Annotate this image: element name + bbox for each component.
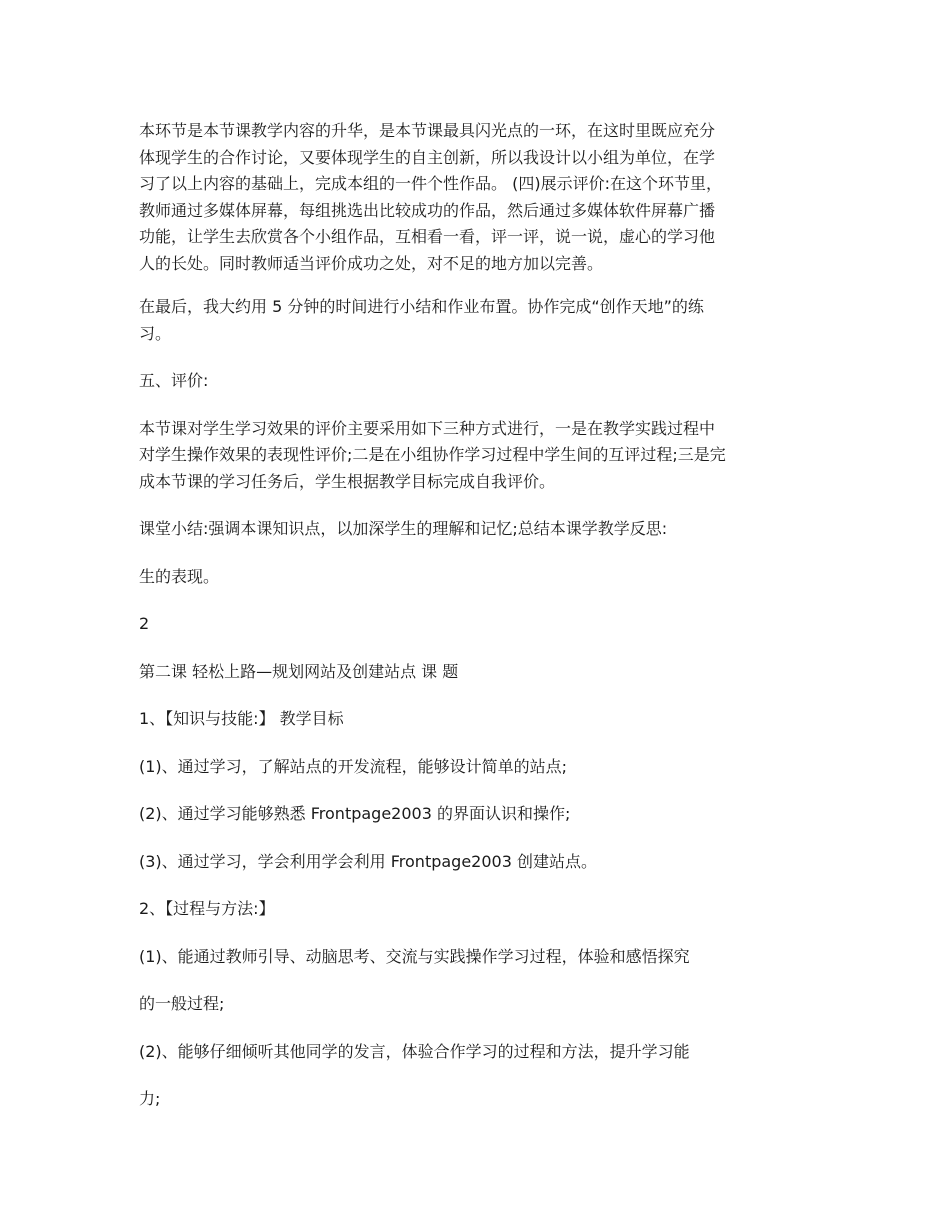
objective-item-3 [139,849,819,876]
paragraph-class-summary [139,516,819,543]
text-line: 五、评价: [139,371,209,390]
document-page [139,118,819,1113]
text-line: 第二课 轻松上路—规划网站及创建站点 课 题 [139,661,459,681]
objective-process-methods [139,896,819,923]
text-line: 课堂小结:强调本课知识点，以加深学生的理解和记忆;总结本课学教学反思: [139,519,668,538]
process-item-1 [139,944,819,971]
text-line: 成本节课的学习任务后，学生根据教学目标完成自我评价。 [139,471,556,491]
process-item-1-continued [139,991,819,1018]
page-number [139,611,819,638]
lesson-title [139,659,819,686]
text-line: 习了以上内容的基础上，完成本组的一件个性作品。 (四)展示评价:在这个环节里， [139,174,722,193]
text-line: 教师通过多媒体屏幕，每组挑选出比较成功的作品，然后通过多媒体软件屏幕广播 [139,200,716,220]
text-line: 对学生操作效果的表现性评价;二是在小组协作学习过程中学生间的互评过程;三是完 [139,445,726,464]
paragraph-exhibition-evaluation [139,118,819,277]
process-item-2 [139,1039,819,1066]
text-line: 2、【过程与方法:】 [139,899,275,918]
text-line: 1、【知识与技能:】 教学目标 [139,709,344,728]
paragraph-evaluation-methods [139,416,819,496]
text-line: 人的长处。同时教师适当评价成功之处，对不足的地方加以完善。 [139,253,604,273]
objective-item-1 [139,754,819,781]
paragraph-summary-homework [139,294,819,347]
text-line: 2 [139,614,150,633]
text-line: 习。 [139,323,172,343]
process-item-2-continued [139,1086,819,1113]
text-line: 本节课对学生学习效果的评价主要采用如下三种方式进行，一是在教学实践过程中 [139,418,716,438]
objective-knowledge-skills [139,706,819,733]
text-line: (2)、能够仔细倾听其他同学的发言，体验合作学习的过程和方法，提升学习能 [139,1041,690,1061]
text-line: 力; [139,1089,161,1108]
text-line: (1)、通过学习，了解站点的开发流程，能够设计简单的站点; [139,756,568,776]
objective-item-2 [139,801,819,828]
text-line: 体现学生的合作讨论，又要体现学生的自主创新，所以我设计以小组为单位，在学 [139,147,716,167]
paragraph-student-performance [139,564,819,591]
text-line: (3)、通过学习，学会利用学会利用 Frontpage2003 创建站点。 [139,851,597,871]
text-line: 在最后，我大约用 5 分钟的时间进行小结和作业布置。协作完成“创作天地”的练 [139,297,704,316]
section-heading-evaluation [139,368,819,395]
text-line: 的一般过程; [139,994,225,1013]
text-line: 功能，让学生去欣赏各个小组作品，互相看一看，评一评，说一说，虚心的学习他 [139,227,716,246]
text-line: 生的表现。 [139,566,220,586]
text-line: (1)、能通过教师引导、动脑思考、交流与实践操作学习过程，体验和感悟探究 [139,946,690,966]
text-line: 本环节是本节课教学内容的升华，是本节课最具闪光点的一环，在这时里既应充分 [139,121,716,140]
text-line: (2)、通过学习能够熟悉 Frontpage2003 的界面认识和操作; [139,804,571,823]
